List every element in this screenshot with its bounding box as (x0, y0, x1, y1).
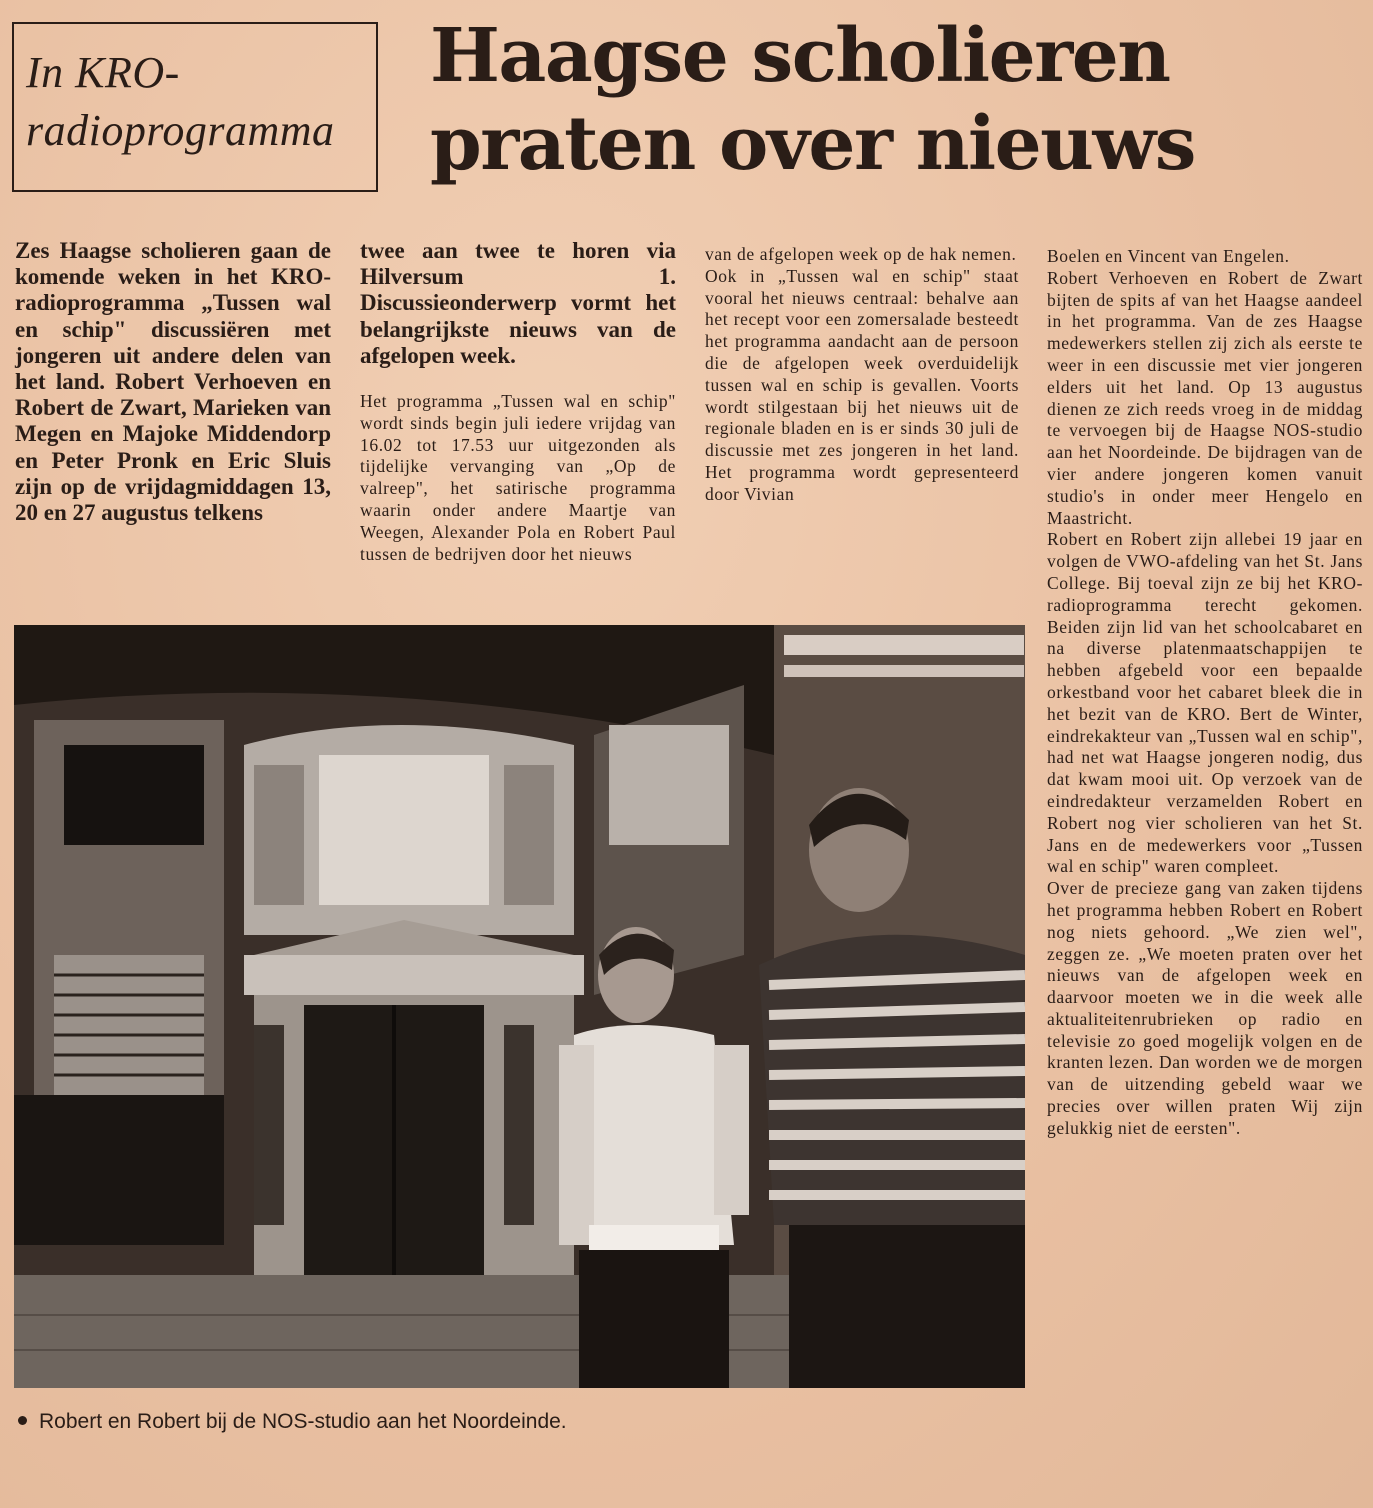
body-paragraph: Robert en Robert zijn allebei 19 jaar en volgen de VWO-afdeling van het St. Jans College. Bij toeval zijn ze bij het KRO-radioprogramma terecht gekomen. Beiden zijn lid van het schoolcabaret en na diverse platenmaatschappijen te hebben afgebeld voor een bepaalde orkestband voor het cabaret bleek die in het bezit van de KRO. Bert de Winter, eindrekakteur van „Tussen wal en schip", had net wat Haagse jongeren nodig, dus dat kwam mooi uit. Op verzoek van de eindredakteur verzamelden Robert en Robert nog vier scholieren van het St. Jans en de medewerkers voor „Tussen wal en schip" waren compleet. (1047, 529, 1363, 877)
article-column-4 (1047, 246, 1363, 1140)
article-column-3 (705, 244, 1019, 506)
headline (430, 12, 1350, 188)
bullet-icon (18, 1416, 27, 1425)
kicker-box (12, 22, 378, 192)
photo-caption (14, 1408, 914, 1436)
headline-line-1: Haagse scholieren (430, 13, 1170, 99)
body-paragraph: Het programma „Tussen wal en schip" wordt sinds begin juli iedere vrijdag van 16.02 tot 17.53 uur uitgezonden als tijdelijke vervanging van „Op de valreep", het satirische programma waarin onder andere Maartje van Weegen, Alexander Pola en Robert Paul tussen de bedrijven door het nieuws (360, 391, 676, 564)
photo-illustration (14, 625, 1025, 1388)
news-photo (14, 625, 1025, 1388)
body-paragraph: Boelen en Vincent van Engelen. (1047, 246, 1290, 266)
body-paragraph: Over de precieze gang van zaken tijdens het programma hebben Robert en Robert nog niets gehoord. „We zien wel", zeggen ze. „We moeten praten over het nieuws van de afgelopen week en daarvoor moeten we in die week alle aktualiteitenrubrieken op radio en televisie zo goed mogelijk volgen en de kranten lezen. Dan worden we de morgen van de uitzending gebeld waar we precies over willen praten Wij zijn gelukkig niet de eersten". (1047, 878, 1363, 1138)
intro-paragraph-part-1: Zes Haagse scholieren gaan de komende weken in het KRO-radioprogramma „Tussen wal en schip" discussiëren met jongeren uit andere delen van het land. Robert Verhoeven en Robert de Zwart, Marieken van Megen en Majoke Middendorp en Peter Pronk en Eric Sluis zijn op de vrijdagmiddagen 13, 20 en 27 augustus telkens (15, 238, 331, 526)
kicker-line-2: radioprogramma (26, 106, 335, 155)
article-column-2 (360, 238, 676, 565)
body-paragraph: Ook in „Tussen wal en schip" staat vooral het nieuws centraal: behalve aan het recept voor een zomersalade besteedt het programma aandacht aan de persoon die de afgelopen week overduidelijk tussen wal en schip is gevallen. Voorts wordt stilgestaan bij het nieuws uit de regionale bladen en is er sinds 30 juli de discussie met zes jongeren in het land. Het programma wordt gepresenteerd door Vivian (705, 265, 1019, 504)
headline-line-2: praten over nieuws (430, 101, 1195, 187)
body-paragraph: Robert Verhoeven en Robert de Zwart bijten de spits af van het Haagse aandeel in het programma. Van de zes Haagse medewerkers stellen zij zich als eerste te weer in een discussie met vier jongeren elders uit het land. Op 13 augustus dienen ze zich reeds vroeg in de middag te vervoegen bij de Haagse NOS-studio aan het Noordeinde. De bijdragen van de vier andere jongeren komen vanuit studio's in onder meer Hengelo en Maastricht. (1047, 267, 1363, 528)
intro-paragraph-part-2: twee aan twee te horen via Hilversum 1. Discussieonderwerp vormt het belangrijkste nieuws van de afgelopen week. (360, 238, 676, 368)
caption-text: Robert en Robert bij de NOS-studio aan het Noordeinde. (39, 1410, 567, 1433)
kicker-line-1: In KRO- (26, 48, 180, 97)
body-paragraph: van de afgelopen week op de hak nemen. (705, 244, 1017, 264)
article-column-1 (15, 238, 331, 526)
